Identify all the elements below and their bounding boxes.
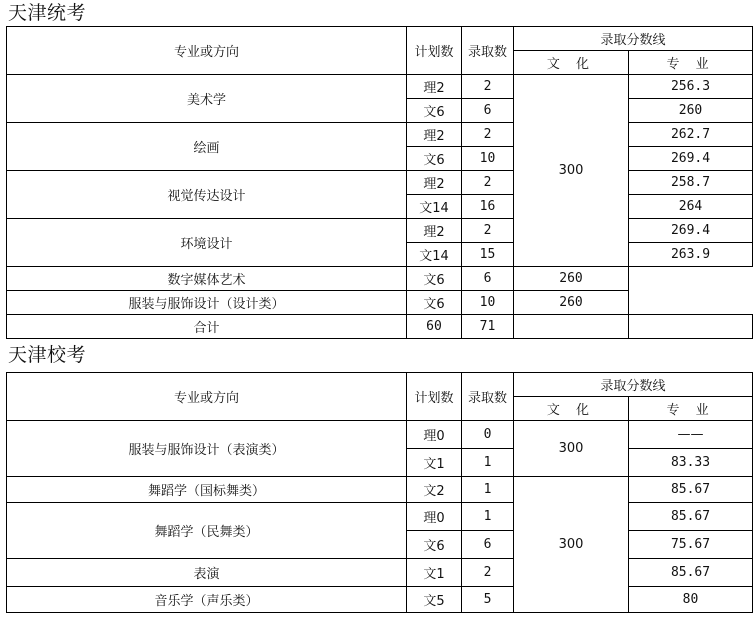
plan-cell: 文6 xyxy=(407,99,462,123)
total-admitted: 71 xyxy=(462,315,514,339)
prof-score-cell: 75.67 xyxy=(629,531,753,559)
prof-score-cell: 260 xyxy=(629,99,753,123)
table-row xyxy=(7,503,753,531)
major-name: 绘画 xyxy=(7,123,407,171)
table-row xyxy=(7,267,753,291)
prof-score-cell: 269.4 xyxy=(629,147,753,171)
prof-score-cell: 260 xyxy=(514,291,629,315)
admission-table-tongkao xyxy=(6,26,753,339)
admitted-cell: 2 xyxy=(462,75,514,99)
empty-cell xyxy=(514,315,629,339)
header-culture: 文 化 xyxy=(514,397,629,421)
table-row xyxy=(7,421,753,449)
prof-score-cell: 262.7 xyxy=(629,123,753,147)
plan-cell: 文6 xyxy=(407,531,462,559)
culture-score-cell: 300 xyxy=(514,477,629,613)
plan-cell: 文6 xyxy=(407,147,462,171)
culture-score-cell: 300 xyxy=(514,421,629,477)
plan-cell: 文14 xyxy=(407,195,462,219)
major-name: 表演 xyxy=(7,559,407,587)
admitted-cell: 15 xyxy=(462,243,514,267)
plan-cell: 文14 xyxy=(407,243,462,267)
prof-score-cell: 85.67 xyxy=(629,559,753,587)
major-name: 视觉传达设计 xyxy=(7,171,407,219)
plan-cell: 文2 xyxy=(407,477,462,503)
prof-score-cell: 269.4 xyxy=(629,219,753,243)
prof-score-cell: 80 xyxy=(629,587,753,613)
header-major: 专业或方向 xyxy=(7,373,407,421)
plan-cell: 理0 xyxy=(407,503,462,531)
section-title-xiaokao: 天津校考 xyxy=(8,344,87,366)
header-culture: 文 化 xyxy=(514,51,629,75)
section-title-tongkao: 天津统考 xyxy=(8,2,87,24)
plan-cell: 理2 xyxy=(407,75,462,99)
header-plan: 计划数 xyxy=(407,27,462,75)
plan-cell: 文5 xyxy=(407,587,462,613)
culture-score-cell: 300 xyxy=(514,75,629,267)
major-name: 舞蹈学（国标舞类） xyxy=(7,477,407,503)
major-name: 音乐学（声乐类） xyxy=(7,587,407,613)
plan-cell: 理2 xyxy=(407,123,462,147)
major-name: 舞蹈学（民舞类） xyxy=(7,503,407,559)
table-row xyxy=(7,587,753,613)
header-cutoff: 录取分数线 xyxy=(514,373,753,397)
prof-score-cell: 85.67 xyxy=(629,503,753,531)
table-row xyxy=(7,559,753,587)
table-row xyxy=(7,123,753,147)
prof-score-cell: —— xyxy=(629,421,753,449)
total-row xyxy=(7,315,753,339)
prof-score-cell: 260 xyxy=(514,267,629,291)
prof-score-cell: 264 xyxy=(629,195,753,219)
total-plan: 60 xyxy=(407,315,462,339)
plan-cell: 文1 xyxy=(407,559,462,587)
prof-score-cell: 258.7 xyxy=(629,171,753,195)
table-row xyxy=(7,75,753,99)
admitted-cell: 10 xyxy=(462,147,514,171)
admitted-cell: 2 xyxy=(462,219,514,243)
admitted-cell: 6 xyxy=(462,99,514,123)
header-admitted: 录取数 xyxy=(462,373,514,421)
prof-score-cell: 85.67 xyxy=(629,477,753,503)
plan-cell: 文1 xyxy=(407,449,462,477)
admitted-cell: 0 xyxy=(462,421,514,449)
admitted-cell: 2 xyxy=(462,123,514,147)
plan-cell: 文6 xyxy=(407,291,462,315)
prof-score-cell: 263.9 xyxy=(629,243,753,267)
header-plan: 计划数 xyxy=(407,373,462,421)
admitted-cell: 1 xyxy=(462,449,514,477)
major-name: 数字媒体艺术 xyxy=(7,267,407,291)
admitted-cell: 16 xyxy=(462,195,514,219)
prof-score-cell: 83.33 xyxy=(629,449,753,477)
major-name: 服装与服饰设计（表演类） xyxy=(7,421,407,477)
table-row xyxy=(7,291,753,315)
table-row xyxy=(7,171,753,195)
prof-score-cell: 256.3 xyxy=(629,75,753,99)
header-professional: 专 业 xyxy=(629,397,753,421)
major-name: 美术学 xyxy=(7,75,407,123)
empty-cell xyxy=(629,315,753,339)
header-admitted: 录取数 xyxy=(462,27,514,75)
total-label: 合计 xyxy=(7,315,407,339)
admitted-cell: 2 xyxy=(462,171,514,195)
admitted-cell: 1 xyxy=(462,503,514,531)
major-name: 服装与服饰设计（设计类） xyxy=(7,291,407,315)
plan-cell: 理2 xyxy=(407,219,462,243)
admission-table-xiaokao xyxy=(6,372,753,613)
header-cutoff: 录取分数线 xyxy=(514,27,753,51)
table-row xyxy=(7,219,753,243)
plan-cell: 文6 xyxy=(407,267,462,291)
header-professional: 专 业 xyxy=(629,51,753,75)
admitted-cell: 2 xyxy=(462,559,514,587)
admitted-cell: 1 xyxy=(462,477,514,503)
plan-cell: 理2 xyxy=(407,171,462,195)
admitted-cell: 5 xyxy=(462,587,514,613)
plan-cell: 理0 xyxy=(407,421,462,449)
major-name: 环境设计 xyxy=(7,219,407,267)
table-row xyxy=(7,477,753,503)
admitted-cell: 10 xyxy=(462,291,514,315)
header-major: 专业或方向 xyxy=(7,27,407,75)
admitted-cell: 6 xyxy=(462,267,514,291)
admitted-cell: 6 xyxy=(462,531,514,559)
